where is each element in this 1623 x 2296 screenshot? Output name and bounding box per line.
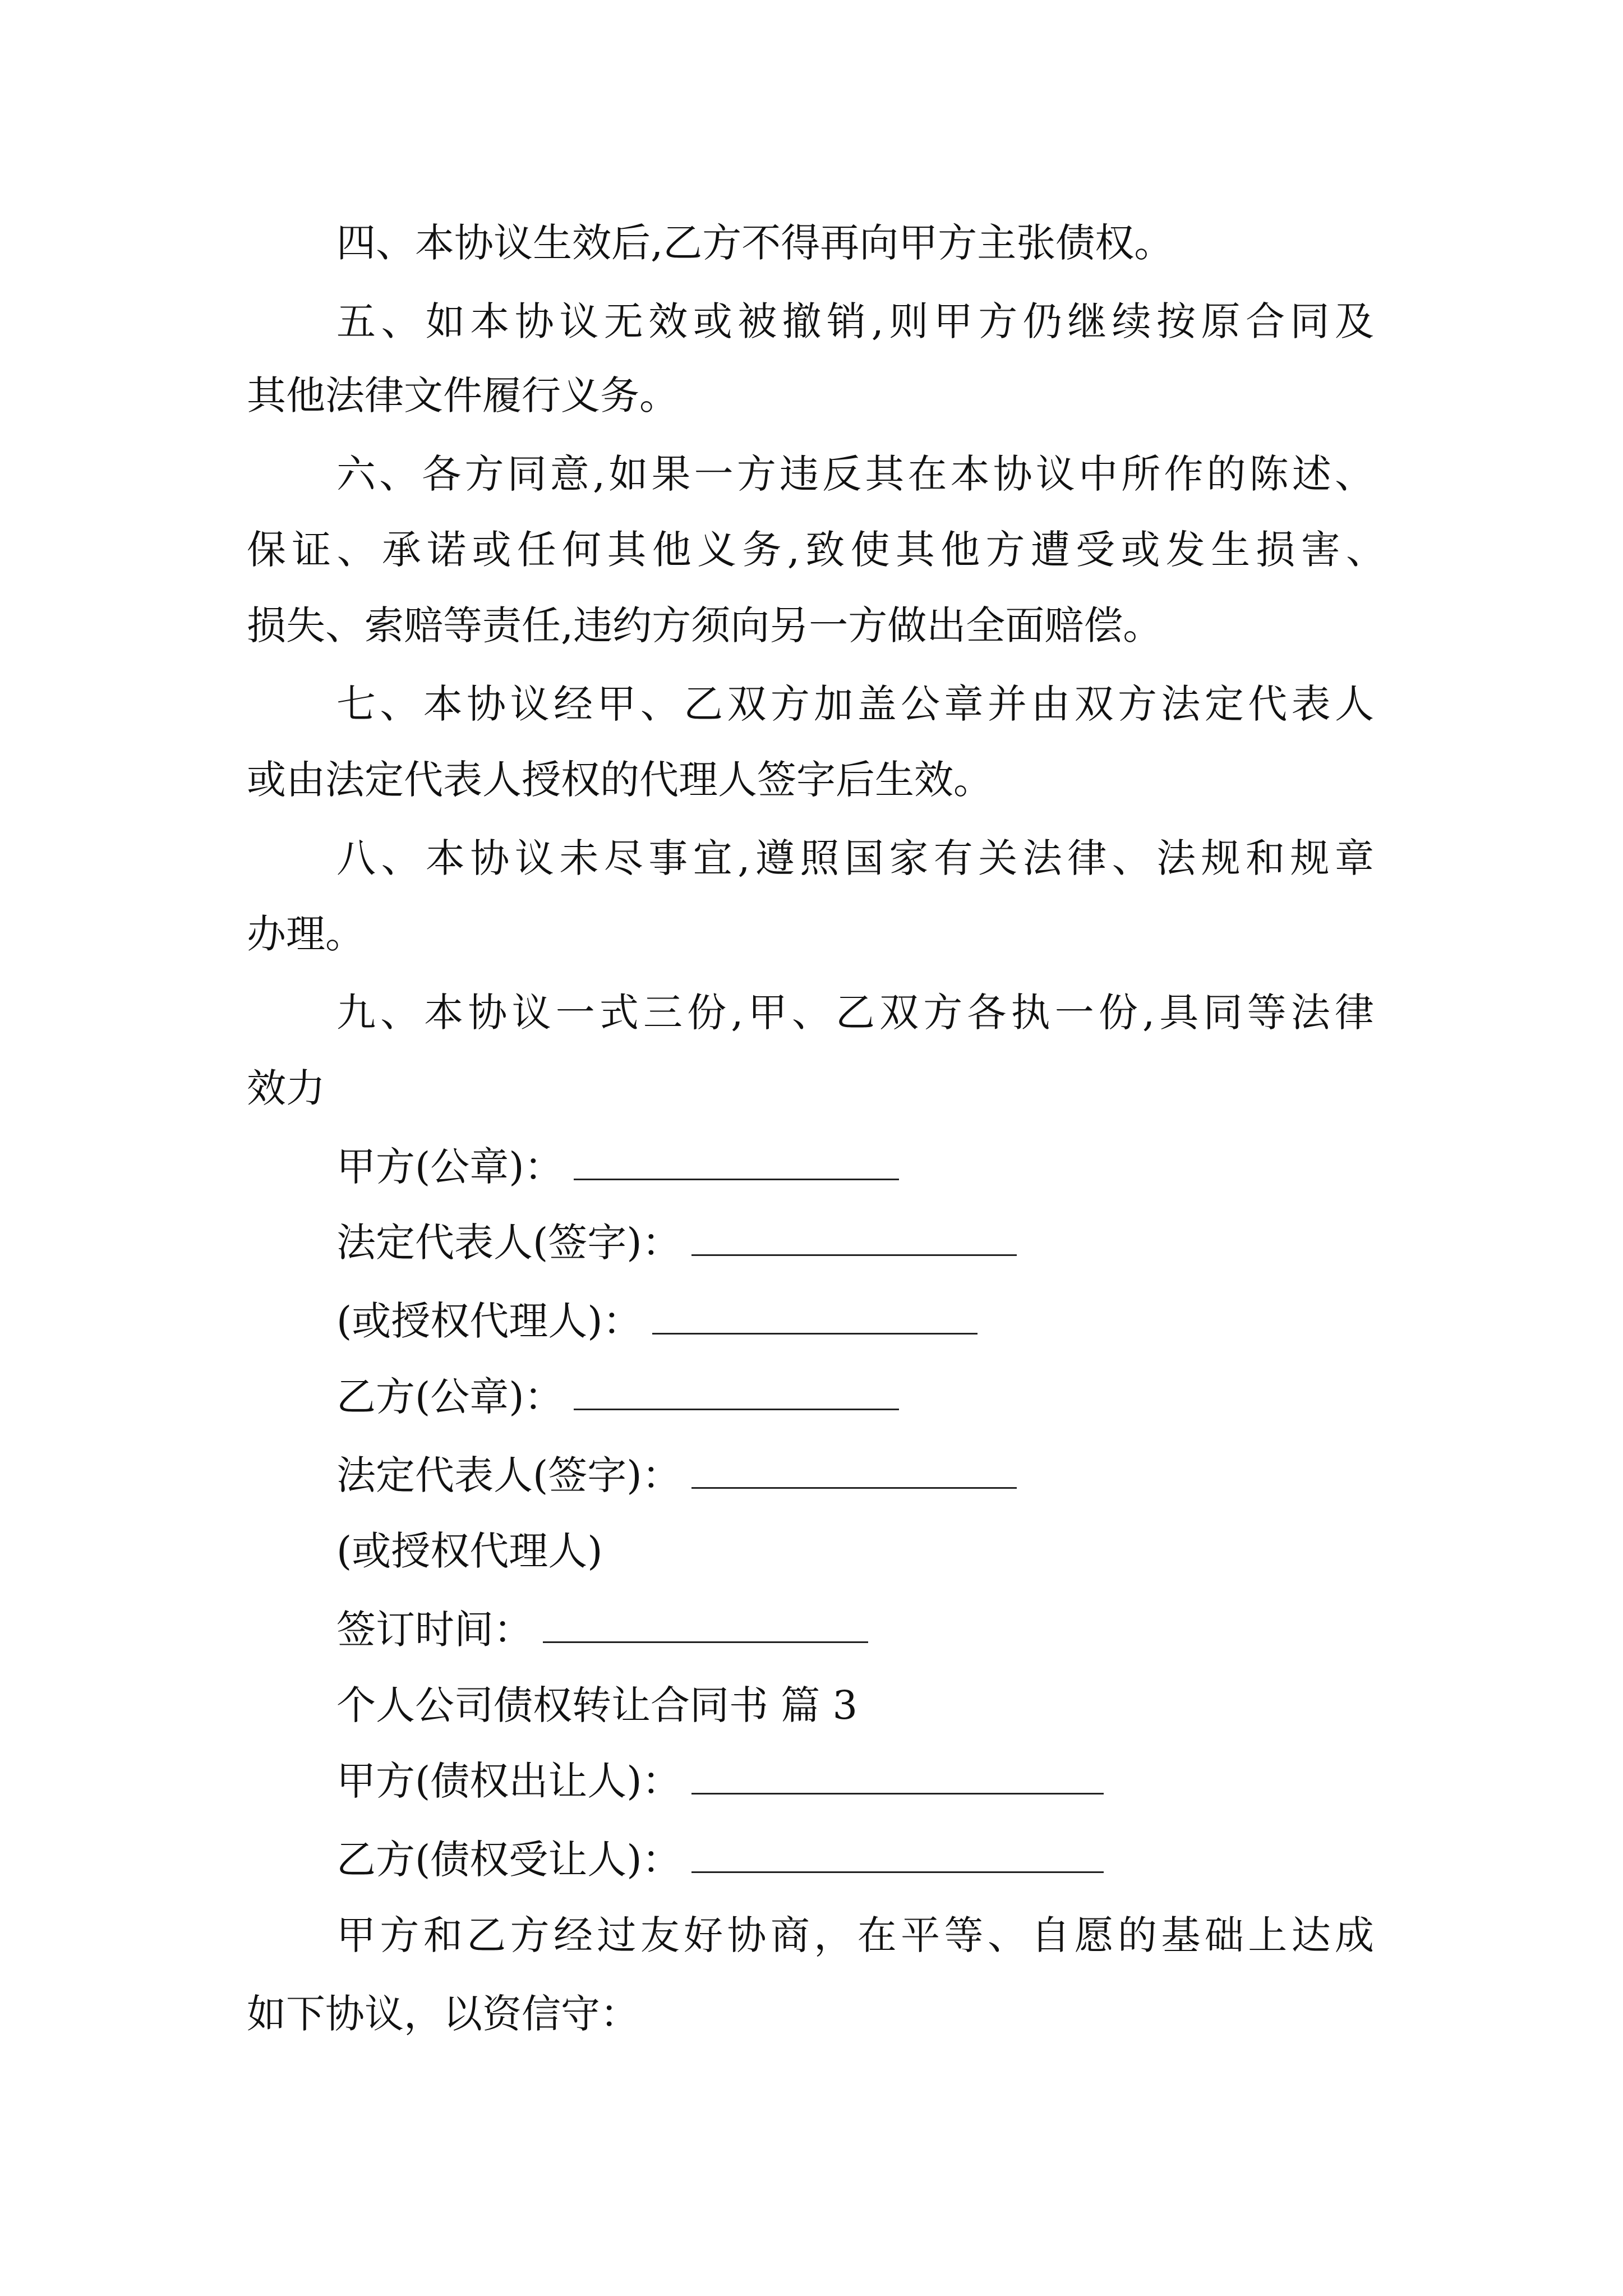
authorized-agent-b-line: (或授权代理人) — [336, 1528, 603, 1574]
party-a-seal-blank[interactable] — [574, 1173, 899, 1180]
clause-9-line-1: 九、本协议一式三份,甲、乙双方各执一份,具同等法律 — [336, 990, 1374, 1036]
clause-6-line-1: 六、各方同意,如果一方违反其在本协议中所作的陈述、 — [336, 451, 1374, 497]
clause-5-line-1: 五、如本协议无效或被撤销,则甲方仍继续按原合同及 — [336, 298, 1374, 344]
party-b-seal-label: 乙方(公章)： — [336, 1374, 564, 1420]
legal-rep-b-blank[interactable] — [691, 1481, 1017, 1489]
sign-date-label: 签订时间： — [336, 1607, 533, 1653]
party-b-seal-blank[interactable] — [574, 1403, 899, 1410]
authorized-agent-a-blank[interactable] — [652, 1327, 978, 1335]
clause-6-line-3: 损失、索赔等责任,违约方须向另一方做出全面赔偿。 — [247, 602, 1163, 648]
assignee-blank[interactable] — [691, 1866, 1104, 1873]
party-a-seal-label: 甲方(公章)： — [336, 1144, 564, 1190]
sign-date-blank[interactable] — [543, 1636, 868, 1643]
legal-rep-a-label: 法定代表人(签字)： — [336, 1220, 681, 1266]
section-3-title: 个人公司债权转让合同书 篇 3 — [336, 1682, 858, 1728]
legal-rep-b-line — [336, 1450, 1017, 1501]
party-a-seal-line — [336, 1142, 899, 1192]
assignor-label: 甲方(债权出让人)： — [336, 1758, 681, 1804]
clause-4: 四、本协议生效后,乙方不得再向甲方主张债权。 — [336, 220, 1174, 266]
clause-6-line-2: 保证、承诺或任何其他义务,致使其他方遭受或发生损害、 — [247, 527, 1385, 573]
clause-9-line-2: 效力 — [247, 1065, 325, 1111]
clause-8-line-2: 办理。 — [247, 911, 365, 957]
assignor-blank[interactable] — [691, 1787, 1104, 1795]
party-b-seal-line — [336, 1372, 899, 1422]
clause-8-line-1: 八、本协议未尽事宜,遵照国家有关法律、法规和规章 — [336, 835, 1374, 881]
legal-rep-a-line — [336, 1217, 1017, 1268]
intro-line-2: 如下协议，以资信守： — [247, 1991, 639, 2037]
clause-5-line-2: 其他法律文件履行义务。 — [247, 372, 679, 418]
intro-line-1: 甲方和乙方经过友好协商，在平等、自愿的基础上达成 — [336, 1912, 1374, 1958]
clause-7-line-1: 七、本协议经甲、乙双方加盖公章并由双方法定代表人 — [336, 681, 1374, 727]
authorized-agent-a-label: (或授权代理人)： — [336, 1298, 642, 1344]
legal-rep-a-blank[interactable] — [691, 1249, 1017, 1256]
assignee-label: 乙方(债权受让人)： — [336, 1837, 681, 1883]
authorized-agent-a-line — [336, 1296, 978, 1346]
clause-7-line-2: 或由法定代表人授权的代理人签字后生效。 — [247, 757, 993, 803]
assignee-line — [336, 1834, 1104, 1885]
legal-rep-b-label: 法定代表人(签字)： — [336, 1452, 681, 1498]
sign-date-line — [336, 1604, 868, 1655]
assignor-line — [336, 1756, 1104, 1806]
